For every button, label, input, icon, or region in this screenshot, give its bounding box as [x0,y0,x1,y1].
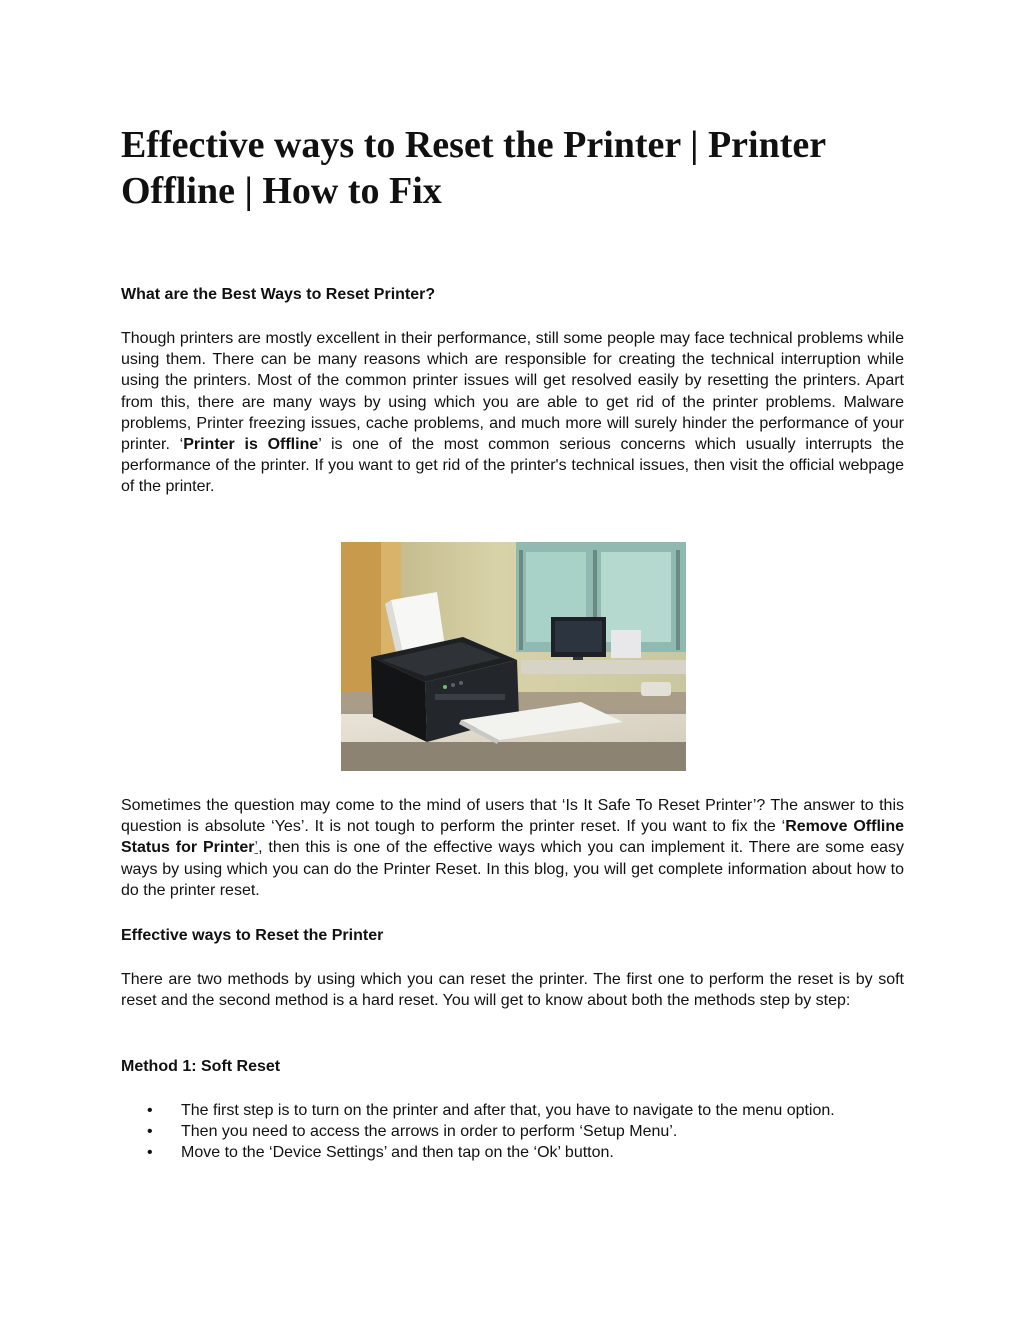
intro-paragraph [121,328,904,498]
safety-text-end: , then this is one of the effective ways which you can implement it. There are some easy ways by using which you can do the Printer Reset. In this blog, you will get complete information about how to do the printer reset. [121,839,904,899]
list-item [121,1142,881,1163]
step-text: Then you need to access the arrows in order to perform ‘Setup Menu’. [181,1123,678,1141]
intro-text-start: Though printers are mostly excellent in their performance, still some people may face technical problems while using them. There can be many reasons which are responsible for creating the technical interruption while using the printers. Most of the common printer issues will get resolved easily by resetting the printers. Apart from this, there are many ways by using which you are able to get rid of the printer problems. Malware problems, Printer freezing issues, cache problems, and much more will surely hinder the performance of your printer. ‘ [121,330,904,454]
method-1-heading: Method 1: Soft Reset [121,1058,281,1075]
reset-safety-paragraph [121,795,904,901]
printer-office-photo [341,542,686,771]
list-item [121,1100,881,1121]
bullet-marker: • [147,1123,153,1141]
intro-text-end: ’ is one of the most common serious concerns which usually interrupts the performance of the printer. If you want to get rid of the printer's technical issues, then visit the official webpage of the printer. [121,436,904,496]
section-heading-best-ways: What are the Best Ways to Reset Printer? [121,286,436,303]
methods-intro-paragraph: There are two methods by using which you can reset the printer. The first one to perform the reset is by soft reset and the second method is a hard reset. You will get to know about both the methods step by step: [121,971,904,1010]
step-text: Move to the ‘Device Settings’ and then tap on the ‘Ok’ button. [181,1144,614,1162]
bullet-marker: • [147,1102,153,1119]
page-title: Effective ways to Reset the Printer | Printer Offline | How to Fix [121,124,826,212]
safety-text-start: Sometimes the question may come to the mind of users that ‘Is It Safe To Reset Printer’? The answer to this question is absolute ‘Yes’. It is not tough to perform the printer reset. If you want to fix the ‘ [121,797,904,836]
remove-offline-status-phrase: Remove Offline Status for Printer [121,818,905,857]
section-heading-effective-ways: Effective ways to Reset the Printer [121,927,384,944]
bullet-marker: • [147,1144,153,1162]
step-text: The first step is to turn on the printer and after that, you have to navigate to the menu option. [181,1102,835,1119]
list-item [121,1121,881,1142]
printer-is-offline-phrase: Printer is Offline [183,436,319,454]
soft-reset-steps-list [121,1100,904,1164]
remove-offline-status-link[interactable]: ’ [254,839,259,857]
